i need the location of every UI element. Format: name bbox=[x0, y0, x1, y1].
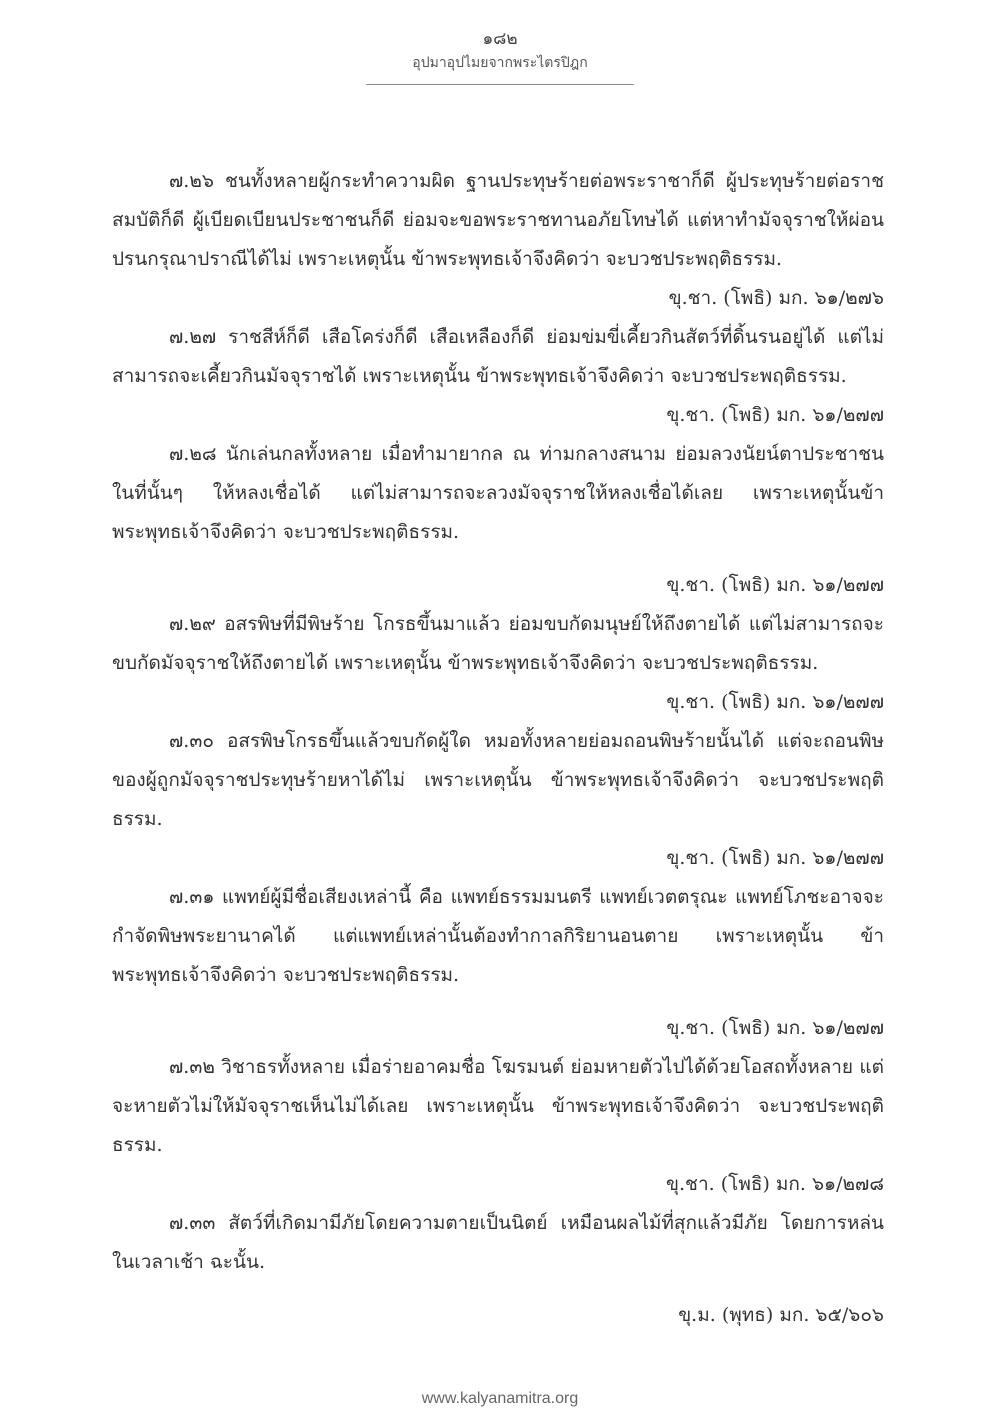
entry-7-30 bbox=[112, 722, 884, 878]
entry-reference: ขุ.ม. (พุทธ) มก. ๖๕/๖๐๖ bbox=[678, 1304, 884, 1326]
entry-text: ๗.๓๑ แพทย์ผู้มีชื่อเสียงเหล่านี้ คือ แพทย์ธรรมมนตรี แพทย์เวตตรุณะ แพทย์โภชะอาจจะกำจัดพิษพระยานาคได้ แต่แพทย์เหล่านั้นต้องทำกาลกิริยานอนตาย เพราะเหตุนั้น ข้าพระพุทธเจ้าจึงคิดว่า จะบวชประพฤติธรรม. bbox=[112, 886, 884, 986]
page-header bbox=[0, 28, 1000, 85]
entry-text: ๗.๒๘ นักเล่นกลทั้งหลาย เมื่อทำมายากล ณ ท่ามกลางสนาม ย่อมลวงนัยน์ตาประชาชนในที่นั้นๆ ให้หลงเชื่อได้ แต่ไม่สามารถจะลวงมัจจุราชให้หลงเชื่อได้เลย เพราะเหตุนั้นข้าพระพุทธเจ้าจึงคิดว่า จะบวชประพฤติธรรม. bbox=[112, 443, 884, 543]
entry-reference: ขุ.ชา. (โพธิ) มก. ๖๑/๒๗๗ bbox=[666, 1017, 884, 1039]
entry-text: ๗.๒๖ ชนทั้งหลายผู้กระทำความผิด ฐานประทุษร้ายต่อพระราชาก็ดี ผู้ประทุษร้ายต่อราชสมบัติก็ดี ผู้เบียดเบียนประชาชนก็ดี ย่อมจะขอพระราชทานอภัยโทษได้ แต่หาทำมัจจุราชให้ผ่อนปรนกรุณาปราณีได้ไม่ เพราะเหตุนั้น ข้าพระพุทธเจ้าจึงคิดว่า จะบวชประพฤติธรรม. bbox=[112, 170, 884, 270]
entry-text: ๗.๒๗ ราชสีห์ก็ดี เสือโคร่งก็ดี เสือเหลืองก็ดี ย่อมข่มขี่เคี้ยวกินสัตว์ที่ดิ้นรนอยู่ได้ แต่ไม่สามารถจะเคี้ยวกินมัจจุราชได้ เพราะเหตุนั้น ข้าพระพุทธเจ้าจึงคิดว่า จะบวชประพฤติธรรม. bbox=[112, 326, 884, 387]
entry-7-27 bbox=[112, 318, 884, 435]
entry-reference: ขุ.ชา. (โพธิ) มก. ๖๑/๒๗๘ bbox=[666, 1173, 884, 1195]
entry-7-28 bbox=[112, 435, 884, 605]
entry-reference: ขุ.ชา. (โพธิ) มก. ๖๑/๒๗๗ bbox=[666, 404, 884, 426]
entry-text: ๗.๓๒ วิชาธรทั้งหลาย เมื่อร่ายอาคมชื่อ โฆรมนต์ ย่อมหายตัวไปได้ด้วยโอสถทั้งหลาย แต่จะหายตัวไม่ให้มัจจุราชเห็นไม่ได้เลย เพราะเหตุนั้น ข้าพระพุทธเจ้าจึงคิดว่า จะบวชประพฤติธรรม. bbox=[112, 1056, 884, 1156]
entry-reference: ขุ.ชา. (โพธิ) มก. ๖๑/๒๗๗ bbox=[666, 691, 884, 713]
footer-website: www.kalyanamitra.org bbox=[421, 1390, 579, 1407]
page-number: ๑๘๒ bbox=[482, 29, 518, 49]
page-content bbox=[112, 162, 884, 1335]
entry-reference: ขุ.ชา. (โพธิ) มก. ๖๑/๒๗๗ bbox=[666, 847, 884, 869]
entry-text: ๗.๓๐ อสรพิษโกรธขึ้นแล้วขบกัดผู้ใด หมอทั้งหลายย่อมถอนพิษร้ายนั้นได้ แต่จะถอนพิษของผู้ถูกมัจจุราชประทุษร้ายหาได้ไม่ เพราะเหตุนั้น ข้าพระพุทธเจ้าจึงคิดว่า จะบวชประพฤติธรรม. bbox=[112, 730, 884, 830]
entry-7-31 bbox=[112, 878, 884, 1048]
entry-7-29 bbox=[112, 605, 884, 722]
entry-reference: ขุ.ชา. (โพธิ) มก. ๖๑/๒๗๗ bbox=[666, 574, 884, 596]
entry-7-32 bbox=[112, 1048, 884, 1204]
book-title: อุปมาอุปไมยจากพระไตรปิฎก bbox=[412, 55, 588, 71]
entry-text: ๗.๓๓ สัตว์ที่เกิดมามีภัยโดยความตายเป็นนิตย์ เหมือนผลไม้ที่สุกแล้วมีภัย โดยการหล่นในเวลาเช้า ฉะนั้น. bbox=[112, 1212, 884, 1273]
header-divider bbox=[366, 84, 634, 85]
entry-text: ๗.๒๙ อสรพิษที่มีพิษร้าย โกรธขึ้นมาแล้ว ย่อมขบกัดมนุษย์ให้ถึงตายได้ แต่ไม่สามารถจะขบกัดมัจจุราชให้ถึงตายได้ เพราะเหตุนั้น ข้าพระพุทธเจ้าจึงคิดว่า จะบวชประพฤติธรรม. bbox=[112, 613, 884, 674]
entry-reference: ขุ.ชา. (โพธิ) มก. ๖๑/๒๗๖ bbox=[668, 287, 884, 309]
entry-7-33 bbox=[112, 1204, 884, 1335]
entry-7-26 bbox=[112, 162, 884, 318]
